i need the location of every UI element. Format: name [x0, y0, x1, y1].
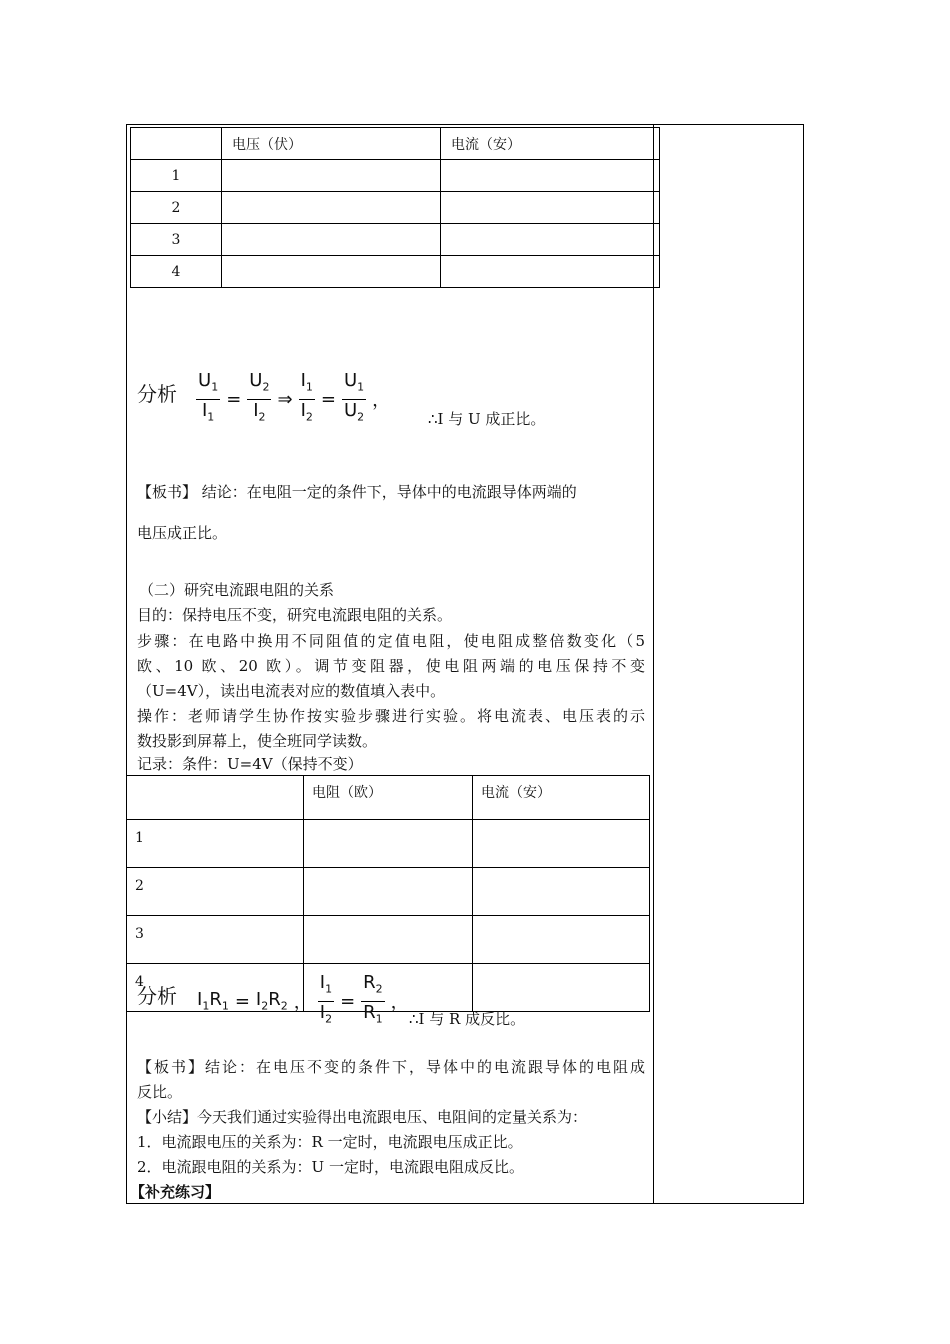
product-rhs: $I_2R_2$ [255, 989, 288, 1013]
row-number: 1 [127, 820, 304, 868]
table-row [131, 192, 660, 224]
voltage-header: 电压（伏） [222, 128, 441, 160]
voltage-current-table [130, 127, 660, 288]
table-header-row [131, 128, 660, 160]
fraction: $\frac{I_1}{I_2}$ [319, 972, 333, 1026]
operation-line1: 操作：老师请学生协作按实验步骤进行实验。将电流表、电压表的示 [137, 707, 645, 725]
row-number: 4 [127, 964, 304, 1012]
row-number: 3 [127, 916, 304, 964]
steps-line2: 欧、10 欧、20 欧）。调节变阻器，使电阻两端的电压保持不变 [137, 657, 645, 675]
table-cell [127, 776, 304, 820]
fraction: $\frac{I_1}{I_2}$ [300, 370, 313, 424]
fraction: $\frac{U_2}{I_2}$ [249, 370, 270, 424]
table-row [127, 916, 650, 964]
board-note-2-line1: 【板书】结论：在电压不变的条件下，导体中的电流跟导体的电阻成 [137, 1058, 645, 1076]
table-cell [473, 820, 650, 868]
operation-line2: 数投影到屏幕上，使全班同学读数。 [137, 732, 378, 750]
fraction: $\frac{U_1}{I_1}$ [198, 370, 219, 424]
table-cell [441, 192, 660, 224]
product-lhs: $I_1R_1$ [197, 989, 229, 1013]
conclusion-direct: ∴I 与 U 成正比。 [428, 410, 546, 428]
table-cell [222, 256, 441, 288]
table-cell [304, 868, 473, 916]
table-cell [441, 256, 660, 288]
steps-line1: 步骤：在电路中换用不同阻值的定值电阻，使电阻成整倍数变化（5 [137, 632, 645, 650]
table-header-row [127, 776, 650, 820]
table-row [131, 256, 660, 288]
steps-line3: （U=4V），读出电流表对应的数值填入表中。 [137, 682, 446, 700]
extra-practice-heading: 【补充练习】 [130, 1183, 221, 1201]
row-number: 1 [131, 160, 222, 192]
table-cell [473, 964, 650, 1012]
fraction: $\frac{R_2}{R_1}$ [363, 972, 383, 1026]
summary-point-1: 1．电流跟电压的关系为：R 一定时，电流跟电压成正比。 [137, 1133, 523, 1151]
conclusion-inverse: ∴I 与 R 成反比。 [409, 1010, 526, 1028]
row-number: 2 [127, 868, 304, 916]
row-number: 4 [131, 256, 222, 288]
table-cell [304, 820, 473, 868]
table-cell [473, 916, 650, 964]
board-note-2-line2: 反比。 [137, 1083, 183, 1101]
row-number: 2 [131, 192, 222, 224]
table-cell [473, 868, 650, 916]
table-cell [222, 224, 441, 256]
purpose-text: 目的：保持电压不变，研究电流跟电阻的关系。 [137, 606, 453, 624]
table-row [131, 160, 660, 192]
board-note-1-line2: 电压成正比。 [137, 524, 228, 542]
table-cell [222, 160, 441, 192]
table-row [127, 868, 650, 916]
resistance-header: 电阻（欧） [304, 776, 473, 820]
table-cell [304, 916, 473, 964]
board-note-1-line1: 【板书】 结论：在电阻一定的条件下，导体中的电流跟导体两端的 [137, 483, 577, 501]
analysis-label: 分析 [137, 984, 177, 1008]
record-condition: 记录：条件：U=4V（保持不变） [137, 755, 363, 773]
section-title: （二）研究电流跟电阻的关系 [139, 581, 335, 599]
table-cell [441, 224, 660, 256]
table-row [131, 224, 660, 256]
fraction: $\frac{U_1}{U_2}$ [343, 370, 365, 424]
table-cell [222, 192, 441, 224]
formula-inverse-ratio: $I_1R_1$ = $I_2R_2$ ， $\frac{I_1}{I_2}$ = $\frac{R_2}{R_1}$ ， [197, 972, 409, 1030]
table-cell [441, 160, 660, 192]
row-number: 3 [131, 224, 222, 256]
table-cell [131, 128, 222, 160]
analysis-label: 分析 [137, 382, 177, 406]
current-header: 电流（安） [441, 128, 660, 160]
summary-heading: 【小结】今天我们通过实验得出电流跟电压、电阻间的定量关系为： [137, 1108, 588, 1126]
table-row [127, 820, 650, 868]
formula-ohm-ratio: $\frac{U_1}{I_1}$ = $\frac{U_2}{I_2}$ ⇒ $\frac{I_1}{I_2}$ = $\frac{U_1}{U_2}$ ， [196, 370, 390, 428]
current-header: 电流（安） [473, 776, 650, 820]
summary-point-2: 2．电流跟电阻的关系为：U 一定时，电流跟电阻成反比。 [137, 1158, 524, 1176]
